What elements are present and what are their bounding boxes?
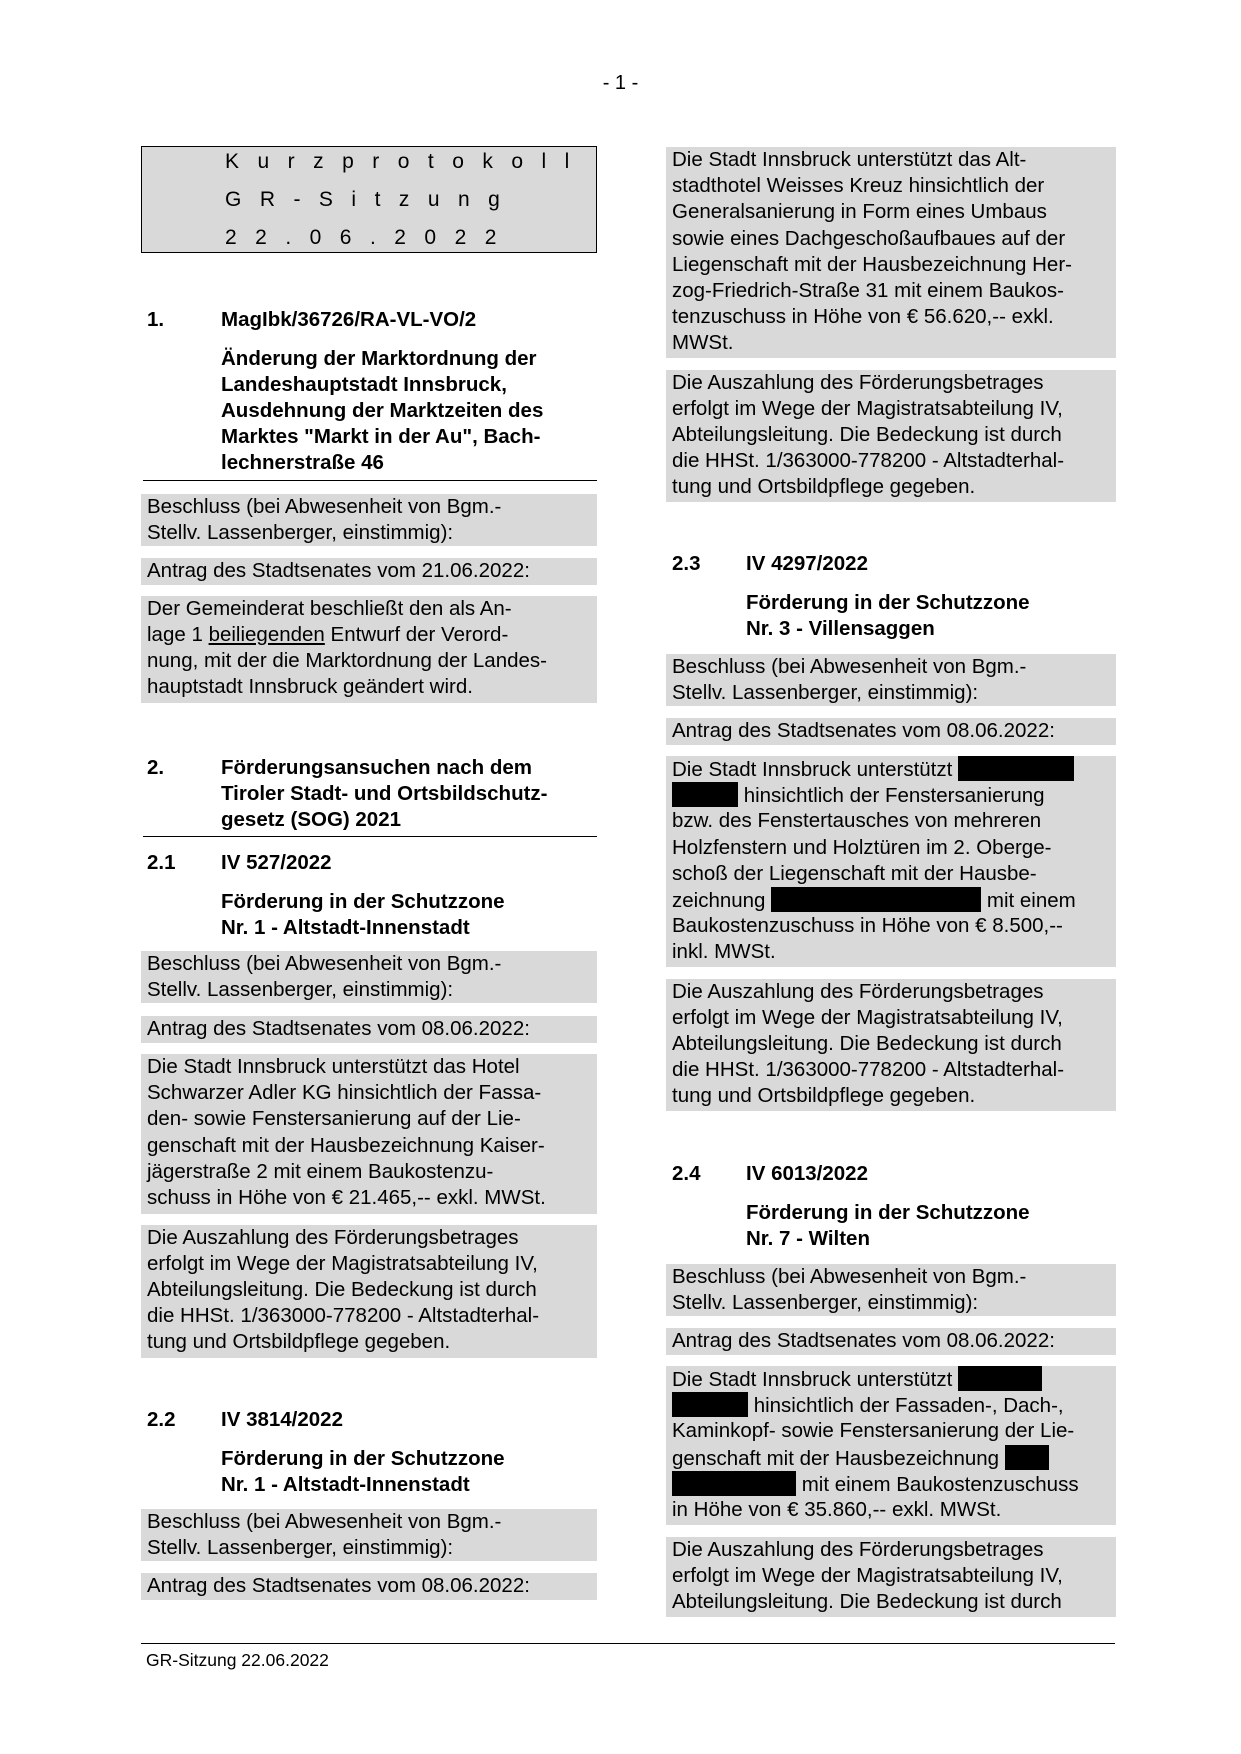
- text-part: Die Stadt Innsbruck unterstützt: [672, 1368, 958, 1391]
- redaction-block: [771, 887, 981, 912]
- footer-text: GR-Sitzung 22.06.2022: [146, 1650, 329, 1670]
- item-2-2-beschluss-box: [141, 1509, 597, 1561]
- redaction-block: [672, 1471, 796, 1496]
- beschluss-line-1: Beschluss (bei Abwesenheit von Bgm.-: [672, 655, 1027, 678]
- text-line: Die Stadt Innsbruck unterstützt das Alt-: [672, 148, 1027, 171]
- item-2-3-code: IV 4297/2022: [746, 552, 868, 575]
- item-2-4-text-box: [666, 1366, 1116, 1525]
- text-line: Liegenschaft mit der Hausbezeichnung Her-: [672, 253, 1072, 276]
- beschluss-line-1: Beschluss (bei Abwesenheit von Bgm.-: [147, 495, 502, 518]
- text-line: Holzfenstern und Holztüren im 2. Oberge-: [672, 836, 1052, 859]
- text-line: hauptstadt Innsbruck geändert wird.: [147, 675, 473, 698]
- payout-line: Abteilungsleitung. Die Bedeckung ist durch: [672, 1590, 1062, 1613]
- item-2-2-text-box: [666, 147, 1116, 358]
- item-2-4-number: 2.4: [672, 1162, 701, 1185]
- text-part: mit einem Baukostenzuschuss: [796, 1473, 1079, 1496]
- item-2-1-text-box: [141, 1054, 597, 1214]
- redaction-block: [958, 756, 1074, 781]
- text-line: Baukostenzuschuss in Höhe von € 8.500,--: [672, 914, 1063, 937]
- payout-line: erfolgt im Wege der Magistratsabteilung IV,: [672, 1006, 1063, 1029]
- title-line-1: Kurzprotokoll: [225, 150, 588, 173]
- text-line: Generalsanierung in Form eines Umbaus: [672, 200, 1047, 223]
- payout-line: tung und Ortsbildpflege gegeben.: [672, 1084, 976, 1107]
- item-2-3-number: 2.3: [672, 552, 701, 575]
- item-2-4-payout-box: [666, 1537, 1116, 1617]
- redaction-block: [1005, 1445, 1049, 1470]
- payout-line: erfolgt im Wege der Magistratsabteilung IV,: [672, 1564, 1063, 1587]
- text-line: stadthotel Weisses Kreuz hinsichtlich der: [672, 174, 1045, 197]
- payout-line: Abteilungsleitung. Die Bedeckung ist durch: [672, 1032, 1062, 1055]
- payout-line: tung und Ortsbildpflege gegeben.: [672, 475, 976, 498]
- item-1-title-1: Änderung der Marktordnung der: [221, 347, 537, 370]
- item-2-2-title-2: Nr. 1 - Altstadt-Innenstadt: [221, 1473, 470, 1496]
- item-2-3-title-1: Förderung in der Schutzzone: [746, 591, 1030, 614]
- beschluss-line-2: Stellv. Lassenberger, einstimmig):: [147, 521, 454, 544]
- text-line: Die Stadt Innsbruck unterstützt das Hotel: [147, 1055, 520, 1078]
- footer-rule: [141, 1643, 1115, 1644]
- item-1-code: MagIbk/36726/RA-VL-VO/2: [221, 308, 477, 331]
- item-2-1-antrag-box: [141, 1016, 597, 1043]
- text-part: mit einem: [981, 889, 1076, 912]
- text-line: nung, mit der die Marktordnung der Landes-: [147, 649, 547, 672]
- text-line: MWSt.: [672, 331, 734, 354]
- beschluss-line-2: Stellv. Lassenberger, einstimmig):: [672, 1291, 979, 1314]
- item-2-1-number: 2.1: [147, 851, 176, 874]
- beschluss-line-2: Stellv. Lassenberger, einstimmig):: [147, 1536, 454, 1559]
- item-2-4-beschluss-box: [666, 1264, 1116, 1316]
- item-2-4-title-1: Förderung in der Schutzzone: [746, 1201, 1030, 1224]
- item-2-title-3: gesetz (SOG) 2021: [221, 808, 402, 831]
- item-1-beschluss-box: [141, 494, 597, 546]
- text-line: [672, 887, 1076, 915]
- text-part: Die Stadt Innsbruck unterstützt: [672, 758, 958, 781]
- item-2-1-title-1: Förderung in der Schutzzone: [221, 890, 505, 913]
- item-2-1-beschluss-box: [141, 951, 597, 1003]
- payout-line: die HHSt. 1/363000-778200 - Altstadterhal-: [672, 1058, 1065, 1081]
- text-part: zeichnung: [672, 889, 772, 912]
- text-line: [672, 1445, 1049, 1473]
- title-line-2: GR-Sitzung: [225, 188, 519, 211]
- payout-line: erfolgt im Wege der Magistratsabteilung IV,: [147, 1252, 538, 1275]
- item-2-1-code: IV 527/2022: [221, 851, 332, 874]
- text-line: sowie eines Dachgeschoßaufbaues auf der: [672, 227, 1066, 250]
- attachment-link-text: beiliegenden: [208, 623, 325, 646]
- item-1-antrag-box: [141, 558, 597, 585]
- text-line: Kaminkopf- sowie Fenstersanierung der Lie-: [672, 1419, 1075, 1442]
- item-1-title-2: Landeshauptstadt Innsbruck,: [221, 373, 507, 396]
- beschluss-line-2: Stellv. Lassenberger, einstimmig):: [672, 681, 979, 704]
- page-number: - 1 -: [602, 72, 639, 94]
- text-line: den- sowie Fenstersanierung auf der Lie-: [147, 1107, 521, 1130]
- redaction-block: [958, 1366, 1042, 1391]
- item-2-2-antrag-box: [141, 1573, 597, 1600]
- item-2-4-title-2: Nr. 7 - Wilten: [746, 1227, 870, 1250]
- beschluss-line-1: Beschluss (bei Abwesenheit von Bgm.-: [147, 1510, 502, 1533]
- antrag-line: Antrag des Stadtsenates vom 21.06.2022:: [147, 559, 530, 582]
- text-part: Entwurf der Verord-: [324, 623, 509, 646]
- item-2-4-code: IV 6013/2022: [746, 1162, 868, 1185]
- item-2-2-title-1: Förderung in der Schutzzone: [221, 1447, 505, 1470]
- item-2-number: 2.: [147, 756, 165, 779]
- item-2-rule: [143, 836, 597, 837]
- payout-line: Abteilungsleitung. Die Bedeckung ist durch: [672, 423, 1062, 446]
- text-line: [672, 782, 1045, 810]
- item-1-title-4: Marktes "Markt in der Au", Bach-: [221, 425, 541, 448]
- text-line: [672, 1392, 1064, 1420]
- title-line-3: 22.06.2022: [225, 226, 515, 249]
- item-1-rule: [143, 480, 597, 481]
- item-2-3-antrag-box: [666, 718, 1116, 745]
- text-line: schuss in Höhe von € 21.465,-- exkl. MWSt.: [147, 1186, 546, 1209]
- item-2-3-payout-box: [666, 979, 1116, 1111]
- text-line: inkl. MWSt.: [672, 940, 776, 963]
- text-line: schoß der Liegenschaft mit der Hausbe-: [672, 862, 1037, 885]
- text-line: genschaft mit der Hausbezeichnung Kaiser-: [147, 1134, 545, 1157]
- text-line: [672, 1366, 1042, 1394]
- payout-line: erfolgt im Wege der Magistratsabteilung IV,: [672, 397, 1063, 420]
- item-1-title-5: lechnerstraße 46: [221, 451, 384, 474]
- item-2-1-title-2: Nr. 1 - Altstadt-Innenstadt: [221, 916, 470, 939]
- payout-line: Die Auszahlung des Förderungsbetrages: [672, 371, 1044, 394]
- antrag-line: Antrag des Stadtsenates vom 08.06.2022:: [672, 719, 1055, 742]
- text-part: hinsichtlich der Fenstersanierung: [738, 784, 1045, 807]
- redaction-block: [672, 1392, 748, 1417]
- item-2-3-text-box: [666, 756, 1116, 967]
- item-2-4-antrag-box: [666, 1328, 1116, 1355]
- text-line: [672, 1471, 1079, 1499]
- payout-line: Die Auszahlung des Förderungsbetrages: [147, 1226, 519, 1249]
- text-part: lage 1: [147, 623, 209, 646]
- payout-line: Abteilungsleitung. Die Bedeckung ist durch: [147, 1278, 537, 1301]
- text-line: bzw. des Fenstertausches von mehreren: [672, 809, 1042, 832]
- item-2-3-title-2: Nr. 3 - Villensaggen: [746, 617, 935, 640]
- text-line: [147, 622, 508, 649]
- beschluss-line-1: Beschluss (bei Abwesenheit von Bgm.-: [672, 1265, 1027, 1288]
- redaction-block: [672, 782, 738, 807]
- antrag-line: Antrag des Stadtsenates vom 08.06.2022:: [147, 1574, 530, 1597]
- text-part: genschaft mit der Hausbezeichnung: [672, 1447, 1005, 1470]
- text-line: Der Gemeinderat beschließt den als An-: [147, 597, 512, 620]
- item-2-2-payout-box: [666, 370, 1116, 502]
- text-line: tenzuschuss in Höhe von € 56.620,-- exkl.: [672, 305, 1054, 328]
- text-line: [672, 756, 1074, 784]
- item-2-2-number: 2.2: [147, 1408, 176, 1431]
- text-part: hinsichtlich der Fassaden-, Dach-,: [748, 1394, 1064, 1417]
- text-line: Schwarzer Adler KG hinsichtlich der Fassa-: [147, 1081, 542, 1104]
- text-line: zog-Friedrich-Straße 31 mit einem Baukos-: [672, 279, 1064, 302]
- payout-line: tung und Ortsbildpflege gegeben.: [147, 1330, 451, 1353]
- item-1-text-box: [141, 596, 597, 703]
- item-1-title-3: Ausdehnung der Marktzeiten des: [221, 399, 544, 422]
- antrag-line: Antrag des Stadtsenates vom 08.06.2022:: [147, 1017, 530, 1040]
- beschluss-line-1: Beschluss (bei Abwesenheit von Bgm.-: [147, 952, 502, 975]
- text-line: in Höhe von € 35.860,-- exkl. MWSt.: [672, 1498, 1002, 1521]
- item-2-title-2: Tiroler Stadt- und Ortsbildschutz-: [221, 782, 548, 805]
- payout-line: die HHSt. 1/363000-778200 - Altstadterhal-: [672, 449, 1065, 472]
- beschluss-line-2: Stellv. Lassenberger, einstimmig):: [147, 978, 454, 1001]
- item-2-2-code: IV 3814/2022: [221, 1408, 343, 1431]
- text-line: jägerstraße 2 mit einem Baukostenzu-: [147, 1160, 494, 1183]
- item-2-1-payout-box: [141, 1225, 597, 1358]
- payout-line: Die Auszahlung des Förderungsbetrages: [672, 980, 1044, 1003]
- item-2-3-beschluss-box: [666, 654, 1116, 706]
- item-2-title-1: Förderungsansuchen nach dem: [221, 756, 532, 779]
- payout-line: die HHSt. 1/363000-778200 - Altstadterhal-: [147, 1304, 540, 1327]
- title-box: [141, 146, 597, 253]
- payout-line: Die Auszahlung des Förderungsbetrages: [672, 1538, 1044, 1561]
- antrag-line: Antrag des Stadtsenates vom 08.06.2022:: [672, 1329, 1055, 1352]
- item-1-number: 1.: [147, 308, 165, 331]
